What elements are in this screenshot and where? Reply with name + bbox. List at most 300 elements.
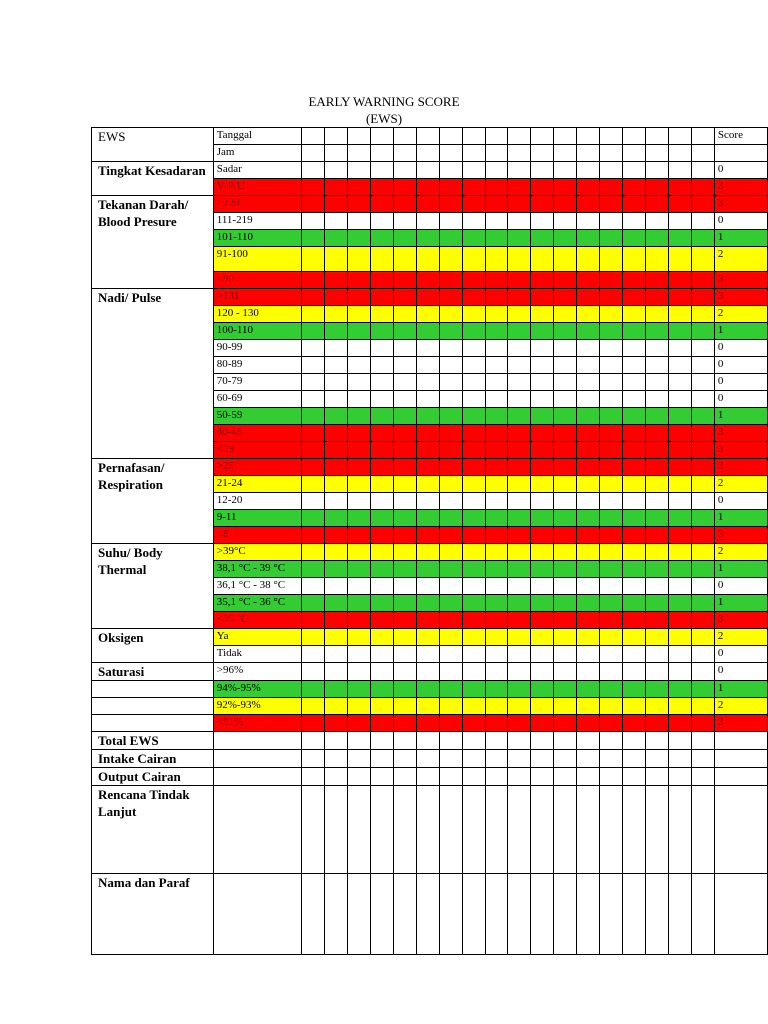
entry-cell[interactable] — [531, 408, 554, 425]
entry-cell[interactable] — [577, 768, 600, 786]
entry-cell[interactable] — [370, 272, 393, 289]
entry-cell[interactable] — [347, 786, 370, 874]
entry-cell[interactable] — [439, 544, 462, 561]
entry-cell[interactable] — [370, 527, 393, 544]
entry-cell[interactable] — [324, 768, 347, 786]
entry-cell[interactable] — [531, 230, 554, 247]
entry-cell[interactable] — [646, 750, 669, 768]
entry-cell[interactable] — [531, 476, 554, 493]
entry-cell[interactable] — [393, 476, 416, 493]
entry-cell[interactable] — [623, 612, 646, 629]
entry-cell[interactable] — [600, 595, 623, 612]
entry-cell[interactable] — [324, 750, 347, 768]
entry-cell[interactable] — [554, 459, 577, 476]
entry-cell[interactable] — [416, 442, 439, 459]
entry-cell[interactable] — [623, 874, 646, 955]
entry-cell[interactable] — [691, 786, 714, 874]
entry-cell[interactable] — [623, 646, 646, 663]
entry-cell[interactable] — [508, 247, 531, 272]
entry-cell[interactable] — [577, 612, 600, 629]
entry-cell[interactable] — [531, 179, 554, 196]
entry-cell[interactable] — [646, 408, 669, 425]
entry-cell[interactable] — [623, 750, 646, 768]
entry-cell[interactable] — [324, 230, 347, 247]
entry-cell[interactable] — [416, 272, 439, 289]
entry-cell[interactable] — [577, 510, 600, 527]
entry-cell[interactable] — [577, 391, 600, 408]
entry-cell[interactable] — [600, 544, 623, 561]
entry-cell[interactable] — [439, 145, 462, 162]
entry-cell[interactable] — [508, 408, 531, 425]
entry-cell[interactable] — [623, 544, 646, 561]
entry-cell[interactable] — [508, 442, 531, 459]
entry-cell[interactable] — [324, 323, 347, 340]
entry-cell[interactable] — [623, 493, 646, 510]
entry-cell[interactable] — [623, 374, 646, 391]
entry-cell[interactable] — [439, 272, 462, 289]
entry-cell[interactable] — [324, 391, 347, 408]
entry-cell[interactable] — [324, 459, 347, 476]
entry-cell[interactable] — [646, 128, 669, 145]
entry-cell[interactable] — [393, 527, 416, 544]
entry-cell[interactable] — [302, 162, 325, 179]
entry-cell[interactable] — [347, 408, 370, 425]
entry-cell[interactable] — [554, 247, 577, 272]
entry-cell[interactable] — [577, 750, 600, 768]
entry-cell[interactable] — [508, 732, 531, 750]
entry-cell[interactable] — [691, 476, 714, 493]
entry-cell[interactable] — [370, 162, 393, 179]
entry-cell[interactable] — [554, 646, 577, 663]
entry-cell[interactable] — [691, 391, 714, 408]
entry-cell[interactable] — [554, 162, 577, 179]
entry-cell[interactable] — [508, 750, 531, 768]
entry-cell[interactable] — [370, 128, 393, 145]
entry-cell[interactable] — [691, 442, 714, 459]
entry-cell[interactable] — [646, 196, 669, 213]
entry-cell[interactable] — [531, 357, 554, 374]
entry-cell[interactable] — [347, 663, 370, 681]
entry-cell[interactable] — [324, 715, 347, 732]
entry-cell[interactable] — [691, 374, 714, 391]
entry-cell[interactable] — [531, 732, 554, 750]
entry-cell[interactable] — [577, 306, 600, 323]
entry-cell[interactable] — [485, 162, 508, 179]
entry-cell[interactable] — [324, 289, 347, 306]
entry-cell[interactable] — [669, 750, 692, 768]
entry-cell[interactable] — [324, 247, 347, 272]
entry-cell[interactable] — [439, 715, 462, 732]
entry-cell[interactable] — [393, 391, 416, 408]
entry-cell[interactable] — [554, 128, 577, 145]
entry-cell[interactable] — [370, 374, 393, 391]
entry-cell[interactable] — [554, 786, 577, 874]
entry-cell[interactable] — [531, 128, 554, 145]
entry-cell[interactable] — [324, 681, 347, 698]
entry-cell[interactable] — [416, 145, 439, 162]
entry-cell[interactable] — [669, 196, 692, 213]
entry-cell[interactable] — [485, 340, 508, 357]
entry-cell[interactable] — [669, 786, 692, 874]
entry-cell[interactable] — [462, 145, 485, 162]
entry-cell[interactable] — [416, 476, 439, 493]
entry-cell[interactable] — [669, 247, 692, 272]
entry-cell[interactable] — [462, 357, 485, 374]
entry-cell[interactable] — [646, 493, 669, 510]
entry-cell[interactable] — [646, 646, 669, 663]
entry-cell[interactable] — [554, 476, 577, 493]
entry-cell[interactable] — [646, 715, 669, 732]
entry-cell[interactable] — [485, 128, 508, 145]
entry-cell[interactable] — [508, 196, 531, 213]
entry-cell[interactable] — [691, 408, 714, 425]
entry-cell[interactable] — [439, 357, 462, 374]
entry-cell[interactable] — [669, 612, 692, 629]
entry-cell[interactable] — [324, 162, 347, 179]
entry-cell[interactable] — [508, 340, 531, 357]
entry-cell[interactable] — [302, 786, 325, 874]
entry-cell[interactable] — [508, 425, 531, 442]
entry-cell[interactable] — [646, 663, 669, 681]
entry-cell[interactable] — [600, 629, 623, 646]
entry-cell[interactable] — [669, 128, 692, 145]
entry-cell[interactable] — [669, 646, 692, 663]
entry-cell[interactable] — [347, 561, 370, 578]
entry-cell[interactable] — [577, 544, 600, 561]
entry-cell[interactable] — [302, 408, 325, 425]
entry-cell[interactable] — [370, 786, 393, 874]
entry-cell[interactable] — [370, 510, 393, 527]
entry-cell[interactable] — [623, 442, 646, 459]
entry-cell[interactable] — [554, 874, 577, 955]
entry-cell[interactable] — [508, 213, 531, 230]
entry-cell[interactable] — [646, 732, 669, 750]
entry-cell[interactable] — [324, 786, 347, 874]
entry-cell[interactable] — [669, 323, 692, 340]
entry-cell[interactable] — [577, 162, 600, 179]
entry-cell[interactable] — [508, 272, 531, 289]
entry-cell[interactable] — [439, 663, 462, 681]
entry-cell[interactable] — [600, 196, 623, 213]
entry-cell[interactable] — [531, 874, 554, 955]
entry-cell[interactable] — [416, 612, 439, 629]
entry-cell[interactable] — [623, 629, 646, 646]
entry-cell[interactable] — [370, 247, 393, 272]
entry-cell[interactable] — [462, 459, 485, 476]
entry-cell[interactable] — [646, 459, 669, 476]
entry-cell[interactable] — [393, 646, 416, 663]
entry-cell[interactable] — [439, 493, 462, 510]
entry-cell[interactable] — [600, 145, 623, 162]
entry-cell[interactable] — [508, 578, 531, 595]
entry-cell[interactable] — [646, 162, 669, 179]
entry-cell[interactable] — [416, 698, 439, 715]
entry-cell[interactable] — [646, 272, 669, 289]
entry-cell[interactable] — [370, 698, 393, 715]
entry-cell[interactable] — [669, 459, 692, 476]
entry-cell[interactable] — [531, 595, 554, 612]
entry-cell[interactable] — [669, 230, 692, 247]
entry-cell[interactable] — [302, 272, 325, 289]
entry-cell[interactable] — [577, 128, 600, 145]
entry-cell[interactable] — [691, 681, 714, 698]
entry-cell[interactable] — [508, 663, 531, 681]
entry-cell[interactable] — [669, 681, 692, 698]
entry-cell[interactable] — [669, 493, 692, 510]
entry-cell[interactable] — [600, 646, 623, 663]
entry-cell[interactable] — [302, 663, 325, 681]
entry-cell[interactable] — [393, 289, 416, 306]
entry-cell[interactable] — [577, 374, 600, 391]
entry-cell[interactable] — [347, 595, 370, 612]
entry-cell[interactable] — [347, 196, 370, 213]
entry-cell[interactable] — [691, 340, 714, 357]
entry-cell[interactable] — [554, 544, 577, 561]
entry-cell[interactable] — [485, 145, 508, 162]
entry-cell[interactable] — [485, 874, 508, 955]
entry-cell[interactable] — [600, 768, 623, 786]
entry-cell[interactable] — [691, 612, 714, 629]
entry-cell[interactable] — [600, 306, 623, 323]
entry-cell[interactable] — [485, 732, 508, 750]
entry-cell[interactable] — [393, 306, 416, 323]
entry-cell[interactable] — [600, 510, 623, 527]
entry-cell[interactable] — [646, 786, 669, 874]
entry-cell[interactable] — [485, 561, 508, 578]
entry-cell[interactable] — [623, 663, 646, 681]
entry-cell[interactable] — [623, 179, 646, 196]
entry-cell[interactable] — [439, 476, 462, 493]
entry-cell[interactable] — [324, 646, 347, 663]
entry-cell[interactable] — [508, 768, 531, 786]
entry-cell[interactable] — [347, 544, 370, 561]
entry-cell[interactable] — [623, 306, 646, 323]
entry-cell[interactable] — [623, 162, 646, 179]
entry-cell[interactable] — [577, 289, 600, 306]
entry-cell[interactable] — [302, 128, 325, 145]
entry-cell[interactable] — [485, 289, 508, 306]
entry-cell[interactable] — [416, 459, 439, 476]
entry-cell[interactable] — [669, 213, 692, 230]
entry-cell[interactable] — [370, 391, 393, 408]
entry-cell[interactable] — [302, 213, 325, 230]
entry-cell[interactable] — [324, 527, 347, 544]
entry-cell[interactable] — [508, 874, 531, 955]
entry-cell[interactable] — [691, 595, 714, 612]
entry-cell[interactable] — [531, 578, 554, 595]
entry-cell[interactable] — [669, 289, 692, 306]
entry-cell[interactable] — [531, 493, 554, 510]
entry-cell[interactable] — [347, 681, 370, 698]
entry-cell[interactable] — [691, 561, 714, 578]
entry-cell[interactable] — [370, 768, 393, 786]
entry-cell[interactable] — [669, 179, 692, 196]
entry-cell[interactable] — [691, 510, 714, 527]
entry-cell[interactable] — [462, 786, 485, 874]
entry-cell[interactable] — [370, 544, 393, 561]
entry-cell[interactable] — [302, 698, 325, 715]
entry-cell[interactable] — [324, 612, 347, 629]
entry-cell[interactable] — [370, 179, 393, 196]
entry-cell[interactable] — [370, 595, 393, 612]
entry-cell[interactable] — [691, 128, 714, 145]
entry-cell[interactable] — [302, 145, 325, 162]
entry-cell[interactable] — [691, 230, 714, 247]
entry-cell[interactable] — [508, 459, 531, 476]
entry-cell[interactable] — [416, 527, 439, 544]
entry-cell[interactable] — [347, 527, 370, 544]
entry-cell[interactable] — [600, 681, 623, 698]
entry-cell[interactable] — [393, 247, 416, 272]
entry-cell[interactable] — [324, 408, 347, 425]
entry-cell[interactable] — [439, 128, 462, 145]
entry-cell[interactable] — [623, 561, 646, 578]
entry-cell[interactable] — [577, 732, 600, 750]
entry-cell[interactable] — [302, 510, 325, 527]
entry-cell[interactable] — [508, 357, 531, 374]
entry-cell[interactable] — [347, 391, 370, 408]
entry-cell[interactable] — [691, 145, 714, 162]
entry-cell[interactable] — [554, 612, 577, 629]
entry-cell[interactable] — [554, 595, 577, 612]
entry-cell[interactable] — [462, 595, 485, 612]
entry-cell[interactable] — [462, 698, 485, 715]
entry-cell[interactable] — [485, 750, 508, 768]
entry-cell[interactable] — [416, 128, 439, 145]
entry-cell[interactable] — [600, 272, 623, 289]
entry-cell[interactable] — [347, 374, 370, 391]
entry-cell[interactable] — [554, 578, 577, 595]
entry-cell[interactable] — [439, 698, 462, 715]
entry-cell[interactable] — [302, 612, 325, 629]
entry-cell[interactable] — [439, 442, 462, 459]
entry-cell[interactable] — [646, 391, 669, 408]
entry-cell[interactable] — [439, 374, 462, 391]
entry-cell[interactable] — [370, 289, 393, 306]
entry-cell[interactable] — [393, 578, 416, 595]
entry-cell[interactable] — [646, 595, 669, 612]
entry-cell[interactable] — [393, 612, 416, 629]
entry-cell[interactable] — [462, 493, 485, 510]
entry-cell[interactable] — [393, 768, 416, 786]
entry-cell[interactable] — [554, 357, 577, 374]
entry-cell[interactable] — [554, 527, 577, 544]
entry-cell[interactable] — [370, 646, 393, 663]
entry-cell[interactable] — [646, 442, 669, 459]
entry-cell[interactable] — [646, 374, 669, 391]
entry-cell[interactable] — [302, 247, 325, 272]
entry-cell[interactable] — [439, 289, 462, 306]
entry-cell[interactable] — [393, 681, 416, 698]
entry-cell[interactable] — [669, 391, 692, 408]
entry-cell[interactable] — [302, 646, 325, 663]
entry-cell[interactable] — [531, 213, 554, 230]
entry-cell[interactable] — [416, 768, 439, 786]
entry-cell[interactable] — [508, 374, 531, 391]
entry-cell[interactable] — [370, 732, 393, 750]
entry-cell[interactable] — [554, 272, 577, 289]
entry-cell[interactable] — [508, 595, 531, 612]
entry-cell[interactable] — [508, 179, 531, 196]
entry-cell[interactable] — [416, 374, 439, 391]
entry-cell[interactable] — [531, 715, 554, 732]
entry-cell[interactable] — [462, 578, 485, 595]
entry-cell[interactable] — [302, 289, 325, 306]
entry-cell[interactable] — [577, 340, 600, 357]
entry-cell[interactable] — [416, 732, 439, 750]
entry-cell[interactable] — [416, 544, 439, 561]
entry-cell[interactable] — [462, 272, 485, 289]
entry-cell[interactable] — [554, 442, 577, 459]
entry-cell[interactable] — [393, 128, 416, 145]
entry-cell[interactable] — [600, 374, 623, 391]
entry-cell[interactable] — [646, 213, 669, 230]
entry-cell[interactable] — [485, 527, 508, 544]
entry-cell[interactable] — [439, 527, 462, 544]
entry-cell[interactable] — [439, 510, 462, 527]
entry-cell[interactable] — [691, 179, 714, 196]
entry-cell[interactable] — [393, 230, 416, 247]
entry-cell[interactable] — [302, 874, 325, 955]
entry-cell[interactable] — [370, 874, 393, 955]
entry-cell[interactable] — [508, 646, 531, 663]
entry-cell[interactable] — [646, 874, 669, 955]
entry-cell[interactable] — [646, 179, 669, 196]
entry-cell[interactable] — [577, 230, 600, 247]
entry-cell[interactable] — [347, 340, 370, 357]
entry-cell[interactable] — [439, 391, 462, 408]
entry-cell[interactable] — [213, 750, 301, 768]
entry-cell[interactable] — [531, 196, 554, 213]
entry-cell[interactable] — [302, 715, 325, 732]
entry-cell[interactable] — [669, 145, 692, 162]
entry-cell[interactable] — [531, 323, 554, 340]
entry-cell[interactable] — [416, 306, 439, 323]
entry-cell[interactable] — [669, 442, 692, 459]
entry-cell[interactable] — [347, 732, 370, 750]
entry-cell[interactable] — [485, 374, 508, 391]
entry-cell[interactable] — [302, 768, 325, 786]
entry-cell[interactable] — [600, 561, 623, 578]
entry-cell[interactable] — [416, 340, 439, 357]
entry-cell[interactable] — [462, 544, 485, 561]
entry-cell[interactable] — [554, 663, 577, 681]
entry-cell[interactable] — [508, 786, 531, 874]
entry-cell[interactable] — [302, 732, 325, 750]
entry-cell[interactable] — [531, 612, 554, 629]
entry-cell[interactable] — [531, 750, 554, 768]
entry-cell[interactable] — [416, 578, 439, 595]
entry-cell[interactable] — [577, 247, 600, 272]
entry-cell[interactable] — [370, 612, 393, 629]
entry-cell[interactable] — [485, 247, 508, 272]
entry-cell[interactable] — [691, 629, 714, 646]
entry-cell[interactable] — [370, 145, 393, 162]
entry-cell[interactable] — [324, 306, 347, 323]
entry-cell[interactable] — [669, 561, 692, 578]
entry-cell[interactable] — [416, 750, 439, 768]
entry-cell[interactable] — [623, 768, 646, 786]
entry-cell[interactable] — [416, 162, 439, 179]
entry-cell[interactable] — [485, 306, 508, 323]
entry-cell[interactable] — [393, 323, 416, 340]
entry-cell[interactable] — [462, 391, 485, 408]
entry-cell[interactable] — [577, 196, 600, 213]
entry-cell[interactable] — [416, 391, 439, 408]
entry-cell[interactable] — [347, 578, 370, 595]
entry-cell[interactable] — [302, 629, 325, 646]
entry-cell[interactable] — [600, 213, 623, 230]
